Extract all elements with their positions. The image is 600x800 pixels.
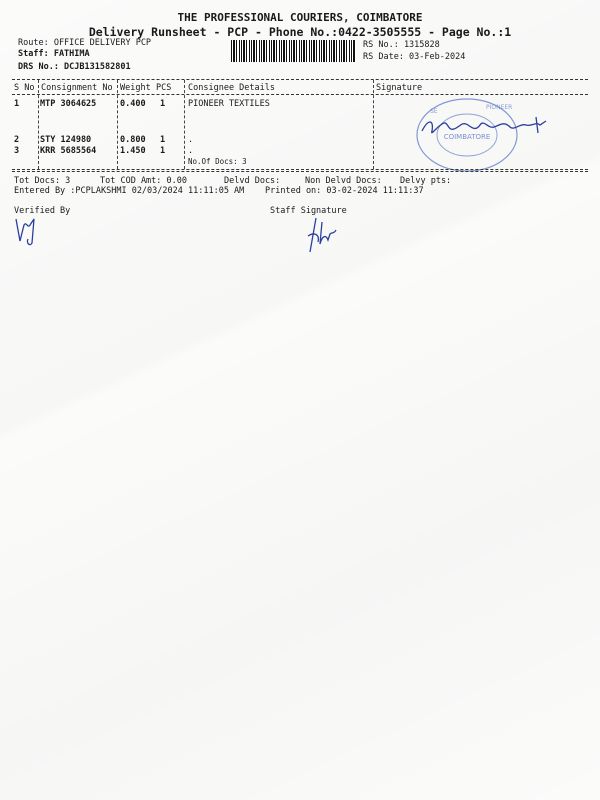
total-docs: Tot Docs: 3 (14, 176, 71, 186)
svg-text:PIONEER: PIONEER (486, 104, 513, 111)
barcode (231, 40, 356, 62)
column-line (373, 80, 374, 169)
total-cod: Tot COD Amt: 0.00 (100, 176, 187, 186)
row-1-weight: 0.400 (120, 99, 146, 109)
drs-number: DRS No.: DCJB131582801 (18, 62, 131, 72)
row-1-consignment: MTP 3064625 (40, 99, 97, 109)
svg-text:COIMBATORE: COIMBATORE (443, 133, 491, 141)
row-2-sno: 2 (14, 135, 20, 145)
runsheet-title: Delivery Runsheet - PCP - Phone No.:0422-3505555 - Page No.:1 (88, 25, 512, 39)
row-3-weight: 1.450 (120, 146, 146, 156)
row-3-pcs: 1 (160, 146, 166, 156)
column-line (184, 80, 185, 169)
no-of-docs: No.Of Docs: 3 (188, 157, 247, 166)
row-1-consignee: PIONEER TEXTILES (188, 99, 270, 109)
staff-signature-label: Staff Signature (270, 206, 347, 216)
staff-signature-mark (304, 214, 346, 256)
row-1-pcs: 1 (160, 99, 166, 109)
rs-number: RS No.: 1315828 (363, 40, 440, 50)
divider (12, 79, 588, 80)
col-consignment: Consignment No (41, 83, 113, 93)
row-1-sno: 1 (14, 99, 20, 109)
divider (12, 171, 588, 172)
route-label: Route: OFFICE DELIVERY PCP (18, 38, 152, 48)
delivery-points: Delvy pts: (400, 176, 452, 186)
rs-date: RS Date: 03-Feb-2024 (363, 52, 466, 62)
column-line (38, 80, 39, 169)
staff-label: Staff: FATHIMA (18, 49, 90, 59)
row-3-consignment: KRR 5685564 (40, 146, 97, 156)
col-signature: Signature (376, 83, 423, 93)
divider (12, 169, 588, 170)
col-weight: Weight (120, 83, 151, 93)
col-consignee: Consignee Details (188, 83, 275, 93)
row-3-consignee: . (188, 146, 194, 156)
col-sno: S No (14, 83, 35, 93)
company-title: THE PROFESSIONAL COURIERS, COIMBATORE (177, 11, 423, 24)
row-2-weight: 0.800 (120, 135, 146, 145)
verified-by-label: Verified By (14, 206, 71, 216)
row-2-pcs: 1 (160, 135, 166, 145)
non-delivered-docs: Non Delvd Docs: (305, 176, 382, 186)
row-2-consignment: STY 124980 (40, 135, 92, 145)
column-line (117, 80, 118, 169)
delivered-docs: Delvd Docs: (224, 176, 281, 186)
verifier-signature (12, 215, 48, 247)
printed-on: Printed on: 03-02-2024 11:11:37 (265, 186, 424, 196)
entered-by: Entered By :PCPLAKSHMI 02/03/2024 11:11:05 AM (14, 186, 245, 196)
svg-text:SE: SE (430, 108, 438, 115)
row-2-consignee: . (188, 135, 194, 145)
row-3-sno: 3 (14, 146, 20, 156)
receiver-signature (418, 113, 558, 141)
col-pcs: PCS (156, 83, 172, 93)
